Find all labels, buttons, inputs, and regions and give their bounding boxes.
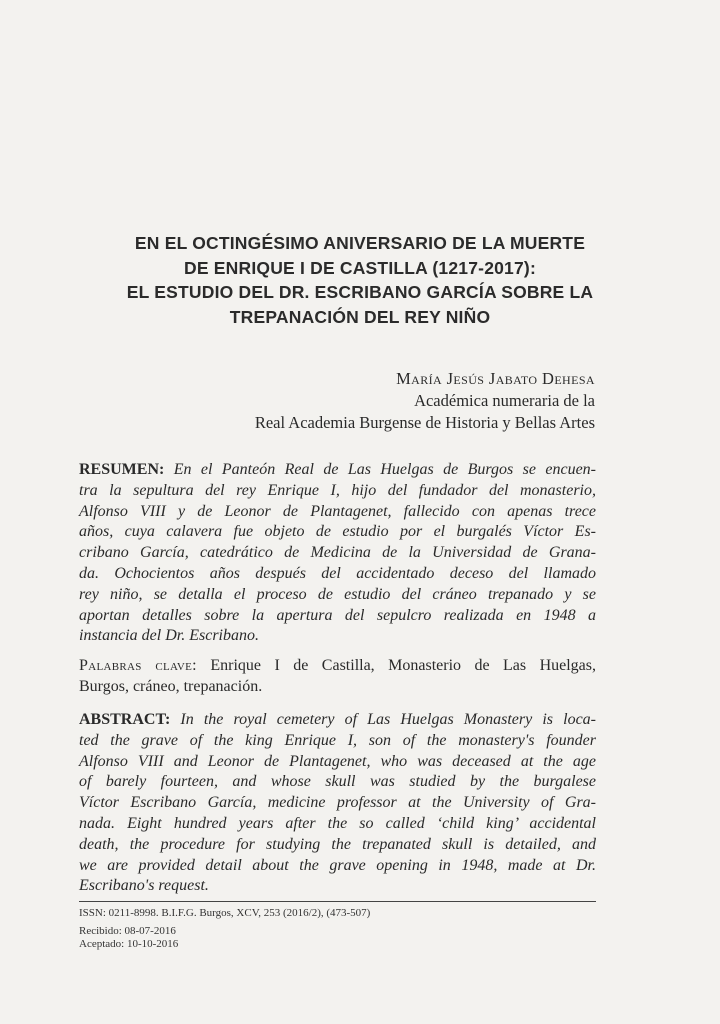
abstract-text: death, the procedure for studying the trepanated skull is detailed, and xyxy=(79,835,596,853)
title-line-3: EL ESTUDIO DEL DR. ESCRIBANO GARCÍA SOBRE LA xyxy=(126,282,594,302)
keywords-paragraph xyxy=(79,656,596,698)
abstract-line xyxy=(79,710,596,731)
author-name: María Jesús Jabato Dehesa xyxy=(396,369,595,388)
abstract-text: we are provided detail about the grave opening in 1948, made at Dr. xyxy=(79,856,596,874)
abstract-line xyxy=(79,731,596,752)
abstract-text: Escribano's request. xyxy=(79,877,209,895)
resumen-text: rey niño, se detalla el proceso de estudio del cráneo trepanado y se xyxy=(79,585,596,603)
keywords-text: Burgos, cráneo, trepanación. xyxy=(79,677,263,695)
abstract-text: In the royal cemetery of Las Huelgas Monastery is loca- xyxy=(180,711,596,728)
keywords-line xyxy=(79,656,596,677)
resumen-text: da. Ochocientos años después del accidentado deceso del llamado xyxy=(79,564,596,582)
keywords-line xyxy=(79,677,596,698)
abstract-line xyxy=(79,752,596,773)
resumen-line xyxy=(79,502,596,523)
abstract-line xyxy=(79,856,596,877)
article-title xyxy=(70,231,650,329)
abstract-line xyxy=(79,876,596,897)
resumen-text: instancia del Dr. Escribano. xyxy=(79,627,259,645)
resumen-text: cribano García, catedrático de Medicina de la Universidad de Grana- xyxy=(79,544,596,562)
author-role: Académica numeraria de la xyxy=(414,391,595,410)
title-line-2: DE ENRIQUE I DE CASTILLA (1217-2017): xyxy=(184,257,536,278)
issn-citation: ISSN: 0211-8998. B.I.F.G. Burgos, XCV, 253 (2016/2), (473-507) xyxy=(79,907,371,919)
abstract-line xyxy=(79,814,596,835)
title-line-4: TREPANACIÓN DEL REY NIÑO xyxy=(229,306,491,327)
resumen-paragraph xyxy=(79,460,596,647)
abstract-text: ted the grave of the king Enrique I, son of the monastery's founder xyxy=(79,731,596,749)
abstract-text: of barely fourteen, and whose skull was studied by the burgalese xyxy=(79,773,596,791)
abstract-line xyxy=(79,793,596,814)
resumen-text: años, cuya calavera fue objeto de estudio por el burgalés Víctor Es- xyxy=(79,523,596,541)
abstract-label: ABSTRACT: xyxy=(79,711,171,728)
abstract-text: Alfonso VIII and Leonor de Plantagenet, who was deceased at the age xyxy=(79,752,596,770)
resumen-line xyxy=(79,606,596,627)
resumen-line xyxy=(79,626,596,647)
abstract-text: nada. Eight hundred years after the so called ‘child king’ accidental xyxy=(79,814,596,832)
abstract-paragraph xyxy=(79,710,596,897)
resumen-text: Alfonso VIII y de Leonor de Plantagenet, fallecido con apenas trece xyxy=(79,502,596,520)
title-line-1: EN EL OCTINGÉSIMO ANIVERSARIO DE LA MUERTE xyxy=(134,233,586,253)
keywords-text: Enrique I de Castilla, Monasterio de Las Huelgas, xyxy=(210,657,597,674)
keywords-label: Palabras clave: xyxy=(79,657,197,674)
author-block xyxy=(255,368,595,434)
resumen-line xyxy=(79,564,596,585)
abstract-line xyxy=(79,772,596,793)
resumen-line xyxy=(79,481,596,502)
abstract-text: Víctor Escribano García, medicine professor at the University of Gra- xyxy=(79,794,596,812)
resumen-text: tra la sepultura del rey Enrique I, hijo del fundador del monasterio, xyxy=(79,481,596,499)
accepted-date: Aceptado: 10-10-2016 xyxy=(79,938,179,950)
resumen-label: RESUMEN: xyxy=(79,461,165,478)
resumen-line xyxy=(79,585,596,606)
resumen-text: aportan detalles sobre la apertura del sepulcro realizada en 1948 a xyxy=(79,606,596,624)
resumen-text: En el Panteón Real de Las Huelgas de Burgos se encuen- xyxy=(173,461,596,478)
resumen-line xyxy=(79,460,596,481)
footer-divider xyxy=(79,901,596,902)
resumen-line xyxy=(79,543,596,564)
author-institution: Real Academia Burgense de Historia y Bellas Artes xyxy=(254,413,595,432)
publication-footer xyxy=(79,907,370,952)
resumen-line xyxy=(79,522,596,543)
abstract-line xyxy=(79,835,596,856)
received-date: Recibido: 08-07-2016 xyxy=(79,924,176,937)
